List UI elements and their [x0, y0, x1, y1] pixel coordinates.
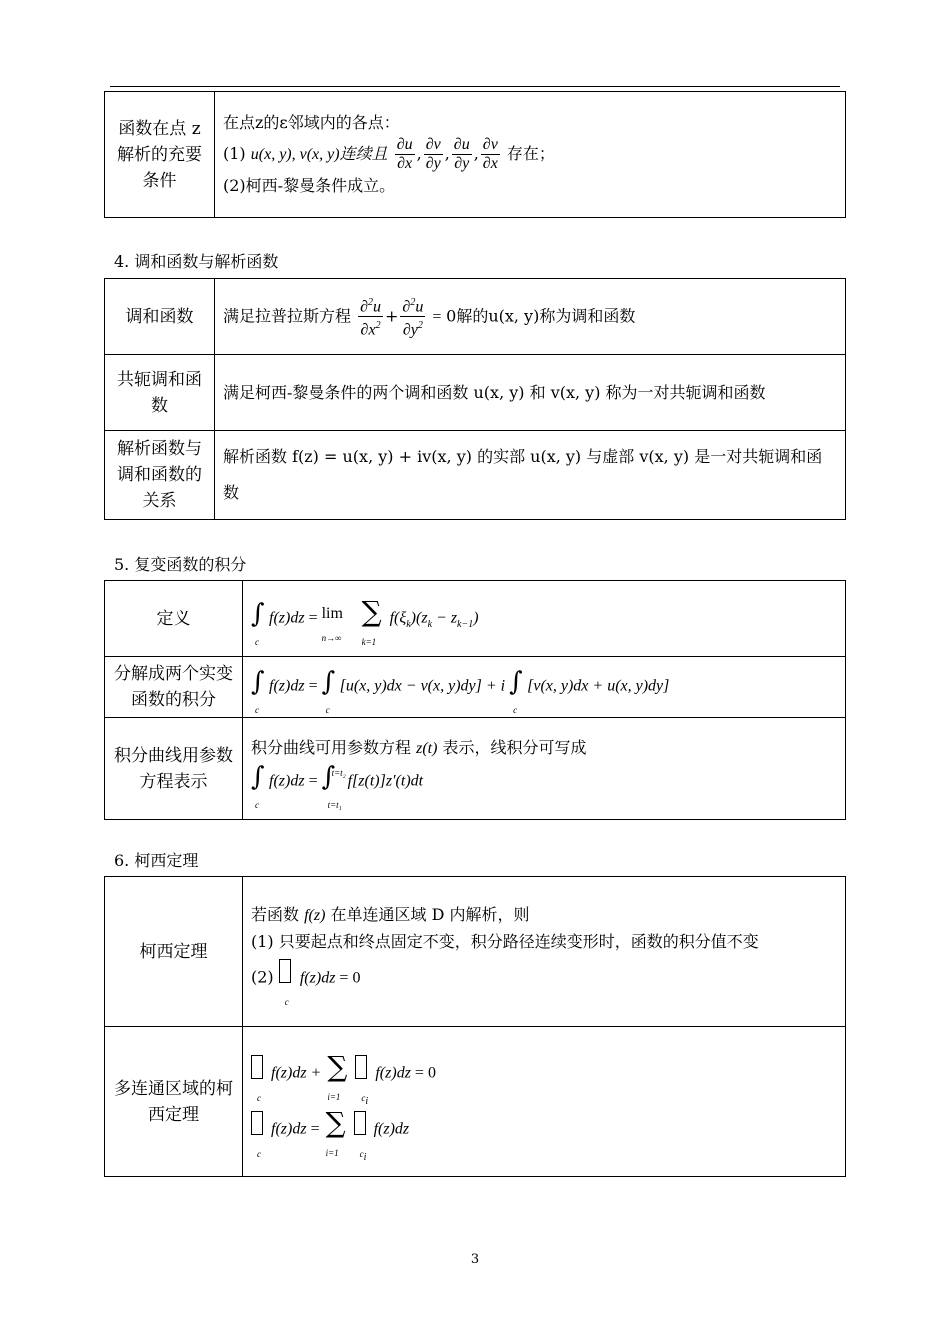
analyticity-label: 函数在点 z 解析的充要条件: [105, 92, 215, 218]
cauchy-content: 若函数 f(z) 在单连通区域 D 内解析，则 (1) 只要起点和终点固定不变，积分路径连续变形时，函数的积分值不变 (2) c f(z)dz = 0: [243, 877, 846, 1027]
d2u-dy2-fraction: $\frac{\partial^2u}{\partial y^2}$: [400, 294, 425, 340]
contour-integral-sign: ci: [355, 1051, 371, 1097]
d2u-dx2-fraction: $\frac{\partial^2u}{\partial x^2}$: [358, 294, 383, 340]
parametric-label: 积分曲线用参数方程表示: [105, 718, 243, 820]
header-rule: [110, 86, 840, 87]
parametric-text-suffix: 表示，线积分可写成: [442, 738, 587, 757]
integral-sign: ∫ c: [251, 667, 265, 715]
harmonic-content: 满足拉普拉斯方程 $\frac{\partial^2u}{\partial x^2}$ + $\frac{\partial^2u}{\partial y^2}$ = 0解的u(x, y)称为调和函数: [215, 279, 846, 355]
parametric-formula: ∫ c f(z)dz = ∫ t=t₂ t=t₁ f[z(t)]z′(t)dt: [251, 762, 424, 810]
contour-integral-sign: c: [279, 955, 295, 1001]
condition-1-number: (1): [223, 144, 246, 163]
neighborhood-line: 在点z的ε邻域内的各点：: [223, 113, 400, 132]
relation-label: 解析函数与调和函数的关系: [105, 431, 215, 520]
cauchy-line1-suffix: 在单连通区域 D 内解析，则: [330, 905, 530, 924]
laplace-prefix: 满足拉普拉斯方程: [223, 306, 352, 325]
du-dx-fraction: $\frac{\partial u}{\partial x}$: [396, 136, 413, 172]
integral-sign: ∫ c: [251, 598, 265, 647]
sum-sign: ∑ k=1: [361, 594, 382, 647]
parametric-content: 积分曲线可用参数方程 z(t) 表示，线积分可写成 ∫ c f(z)dz = ∫ t=t₂ t=t₁ f[z(t)]z′(t)dt: [243, 718, 846, 820]
contour-integral-sign: ci: [354, 1107, 370, 1153]
conjugate-harmonic-content: 满足柯西-黎曼条件的两个调和函数 u(x, y) 和 v(x, y) 称为一对共轭调和函数: [215, 355, 846, 431]
decomposition-label: 分解成两个实变函数的积分: [105, 657, 243, 718]
sum-sign: ∑ i=1: [325, 1105, 346, 1158]
cauchy-line1-prefix: 若函数: [251, 905, 300, 924]
relation-content: 解析函数 f(z) = u(x, y) + iv(x, y) 的实部 u(x, y) 与虚部 v(x, y) 是一对共轭调和函数: [215, 431, 846, 520]
cauchy-theorem-table: [104, 876, 846, 1177]
dv-dy-fraction: $\frac{\partial v}{\partial y}$: [425, 136, 441, 172]
harmonic-function-table: [104, 278, 846, 520]
definition-label: 定义: [105, 581, 243, 657]
page-number: 3: [470, 1252, 480, 1267]
multiply-connected-formula-2: c f(z)dz = ∑ i=1 ci f(z)dz: [251, 1107, 837, 1153]
laplace-suffix: 解的u(x, y)称为调和函数: [456, 306, 636, 325]
cauchy-item-2-number: (2): [251, 967, 274, 987]
analyticity-condition-table: [104, 91, 846, 218]
harmonic-label: 调和函数: [105, 279, 215, 355]
condition-1-suffix: 存在；: [506, 144, 555, 163]
multiply-connected-content: [243, 1027, 846, 1177]
definition-formula: ∫ c f(z)dz = lim n→∞ ∑ k=1 $f(\xi_k)(z_k - z_{k-1})$: [243, 581, 846, 657]
integral-sign: ∫ c: [251, 762, 265, 810]
integral-sign: ∫ c: [321, 667, 336, 715]
contour-integral-sign: c: [251, 1107, 267, 1153]
decomposition-formula: ∫ c f(z)dz = ∫ c [u(x, y)dx − v(x, y)dy] + i ∫ c [v(x, y)dx + u(x, y)dy]: [243, 657, 846, 718]
cauchy-item-1: (1) 只要起点和终点固定不变，积分路径连续变形时，函数的积分值不变: [251, 932, 759, 951]
multiply-connected-label: 多连通区域的柯西定理: [105, 1027, 243, 1177]
conjugate-harmonic-label: 共轭调和函数: [105, 355, 215, 431]
integral-sign: ∫ c: [509, 667, 523, 715]
limit-operator: lim n→∞: [321, 604, 343, 643]
section-4-title: 4. 调和函数与解析函数: [114, 252, 279, 271]
condition-1-text: u(x, y), v(x, y)连续且: [250, 146, 388, 163]
section-5-title: 5. 复变函数的积分: [114, 555, 247, 574]
analyticity-content: [215, 92, 846, 218]
multiply-connected-formula-1: c f(z)dz + ∑ i=1 ci f(z)dz = 0: [251, 1051, 837, 1097]
dv-dx-fraction: $\frac{\partial v}{\partial x}$: [482, 136, 498, 172]
sum-sign: ∑ i=1: [327, 1049, 348, 1102]
complex-integral-table: [104, 580, 846, 820]
section-6-title: 6. 柯西定理: [114, 851, 199, 870]
cauchy-label: 柯西定理: [105, 877, 243, 1027]
condition-2: (2)柯西-黎曼条件成立。: [223, 176, 396, 195]
integral-sign: ∫ t=t₂ t=t₁: [321, 762, 346, 810]
contour-integral-sign: c: [251, 1051, 267, 1097]
parametric-text-prefix: 积分曲线可用参数方程: [251, 738, 412, 757]
du-dy-fraction: $\frac{\partial u}{\partial y}$: [453, 136, 470, 172]
condition-1: (1) u(x, y), v(x, y)连续且 $\frac{\partial u}{\partial x}$ , $\frac{\partial v}{\partial y}$ , $\frac{\partial u}{\partial y}$ , $\frac{\partial v}{\partial x}$ 存在；: [223, 136, 555, 172]
